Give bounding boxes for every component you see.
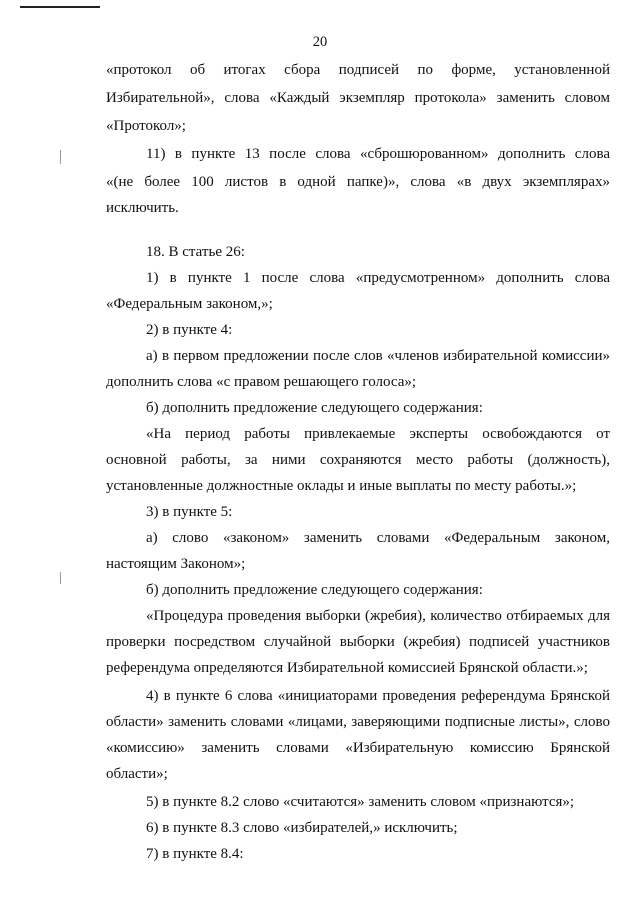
text-line: 7) в пункте 8.4: bbox=[146, 846, 244, 862]
text-line: референдума определяются Избирательной комиссией Брянской области.»; bbox=[106, 660, 588, 676]
text-line: 11) в пункте 13 после слова «сброшюрованном» дополнить слова bbox=[146, 146, 610, 162]
text-line: б) дополнить предложение следующего содержания: bbox=[146, 400, 483, 416]
margin-mark bbox=[60, 150, 61, 164]
text-line: «протокол об итогах сбора подписей по форме, установленной bbox=[106, 62, 610, 78]
text-line: «Процедура проведения выборки (жребия), количество отбираемых для bbox=[146, 608, 610, 624]
text-line: 6) в пункте 8.3 слово «избирателей,» исключить; bbox=[146, 820, 458, 836]
page-number: 20 bbox=[312, 34, 328, 50]
text-line: «Федеральным законом,»; bbox=[106, 296, 273, 312]
text-line: «Протокол»; bbox=[106, 118, 186, 134]
margin-mark bbox=[60, 572, 61, 584]
text-line: установленные должностные оклады и иные выплаты по месту работы.»; bbox=[106, 478, 577, 494]
text-line: 1) в пункте 1 после слова «предусмотренном» дополнить слова bbox=[146, 270, 610, 286]
text-line: основной работы, за ними сохраняются место работы (должность), bbox=[106, 452, 610, 468]
text-line: «На период работы привлекаемые эксперты освобождаются от bbox=[146, 426, 610, 442]
text-line: а) слово «законом» заменить словами «Федеральным законом, bbox=[146, 530, 610, 546]
text-line: дополнить слова «с правом решающего голоса»; bbox=[106, 374, 417, 390]
text-line: области»; bbox=[106, 766, 168, 782]
text-line: «комиссию» заменить словами «Избирательную комиссию Брянской bbox=[106, 740, 610, 756]
text-line: б) дополнить предложение следующего содержания: bbox=[146, 582, 483, 598]
text-line: Избирательной», слова «Каждый экземпляр протокола» заменить словом bbox=[106, 90, 610, 106]
text-line: настоящим Законом»; bbox=[106, 556, 246, 572]
text-line: 2) в пункте 4: bbox=[146, 322, 233, 338]
text-line: 4) в пункте 6 слова «инициаторами проведения референдума Брянской bbox=[146, 688, 610, 704]
text-line: исключить. bbox=[106, 200, 179, 216]
text-line: проверки посредством случайной выборки (жребия) подписей участников bbox=[106, 634, 610, 650]
text-line: 3) в пункте 5: bbox=[146, 504, 233, 520]
scan-edge-line bbox=[20, 6, 100, 8]
text-line: «(не более 100 листов в одной папке)», слова «в двух экземплярах» bbox=[106, 174, 610, 190]
text-line: 5) в пункте 8.2 слово «считаются» заменить словом «признаются»; bbox=[146, 794, 575, 810]
text-line: области» заменить словами «лицами, заверяющими подписные листы», слово bbox=[106, 714, 610, 730]
section-heading: 18. В статье 26: bbox=[146, 244, 245, 260]
text-line: а) в первом предложении после слов «членов избирательной комиссии» bbox=[146, 348, 610, 364]
